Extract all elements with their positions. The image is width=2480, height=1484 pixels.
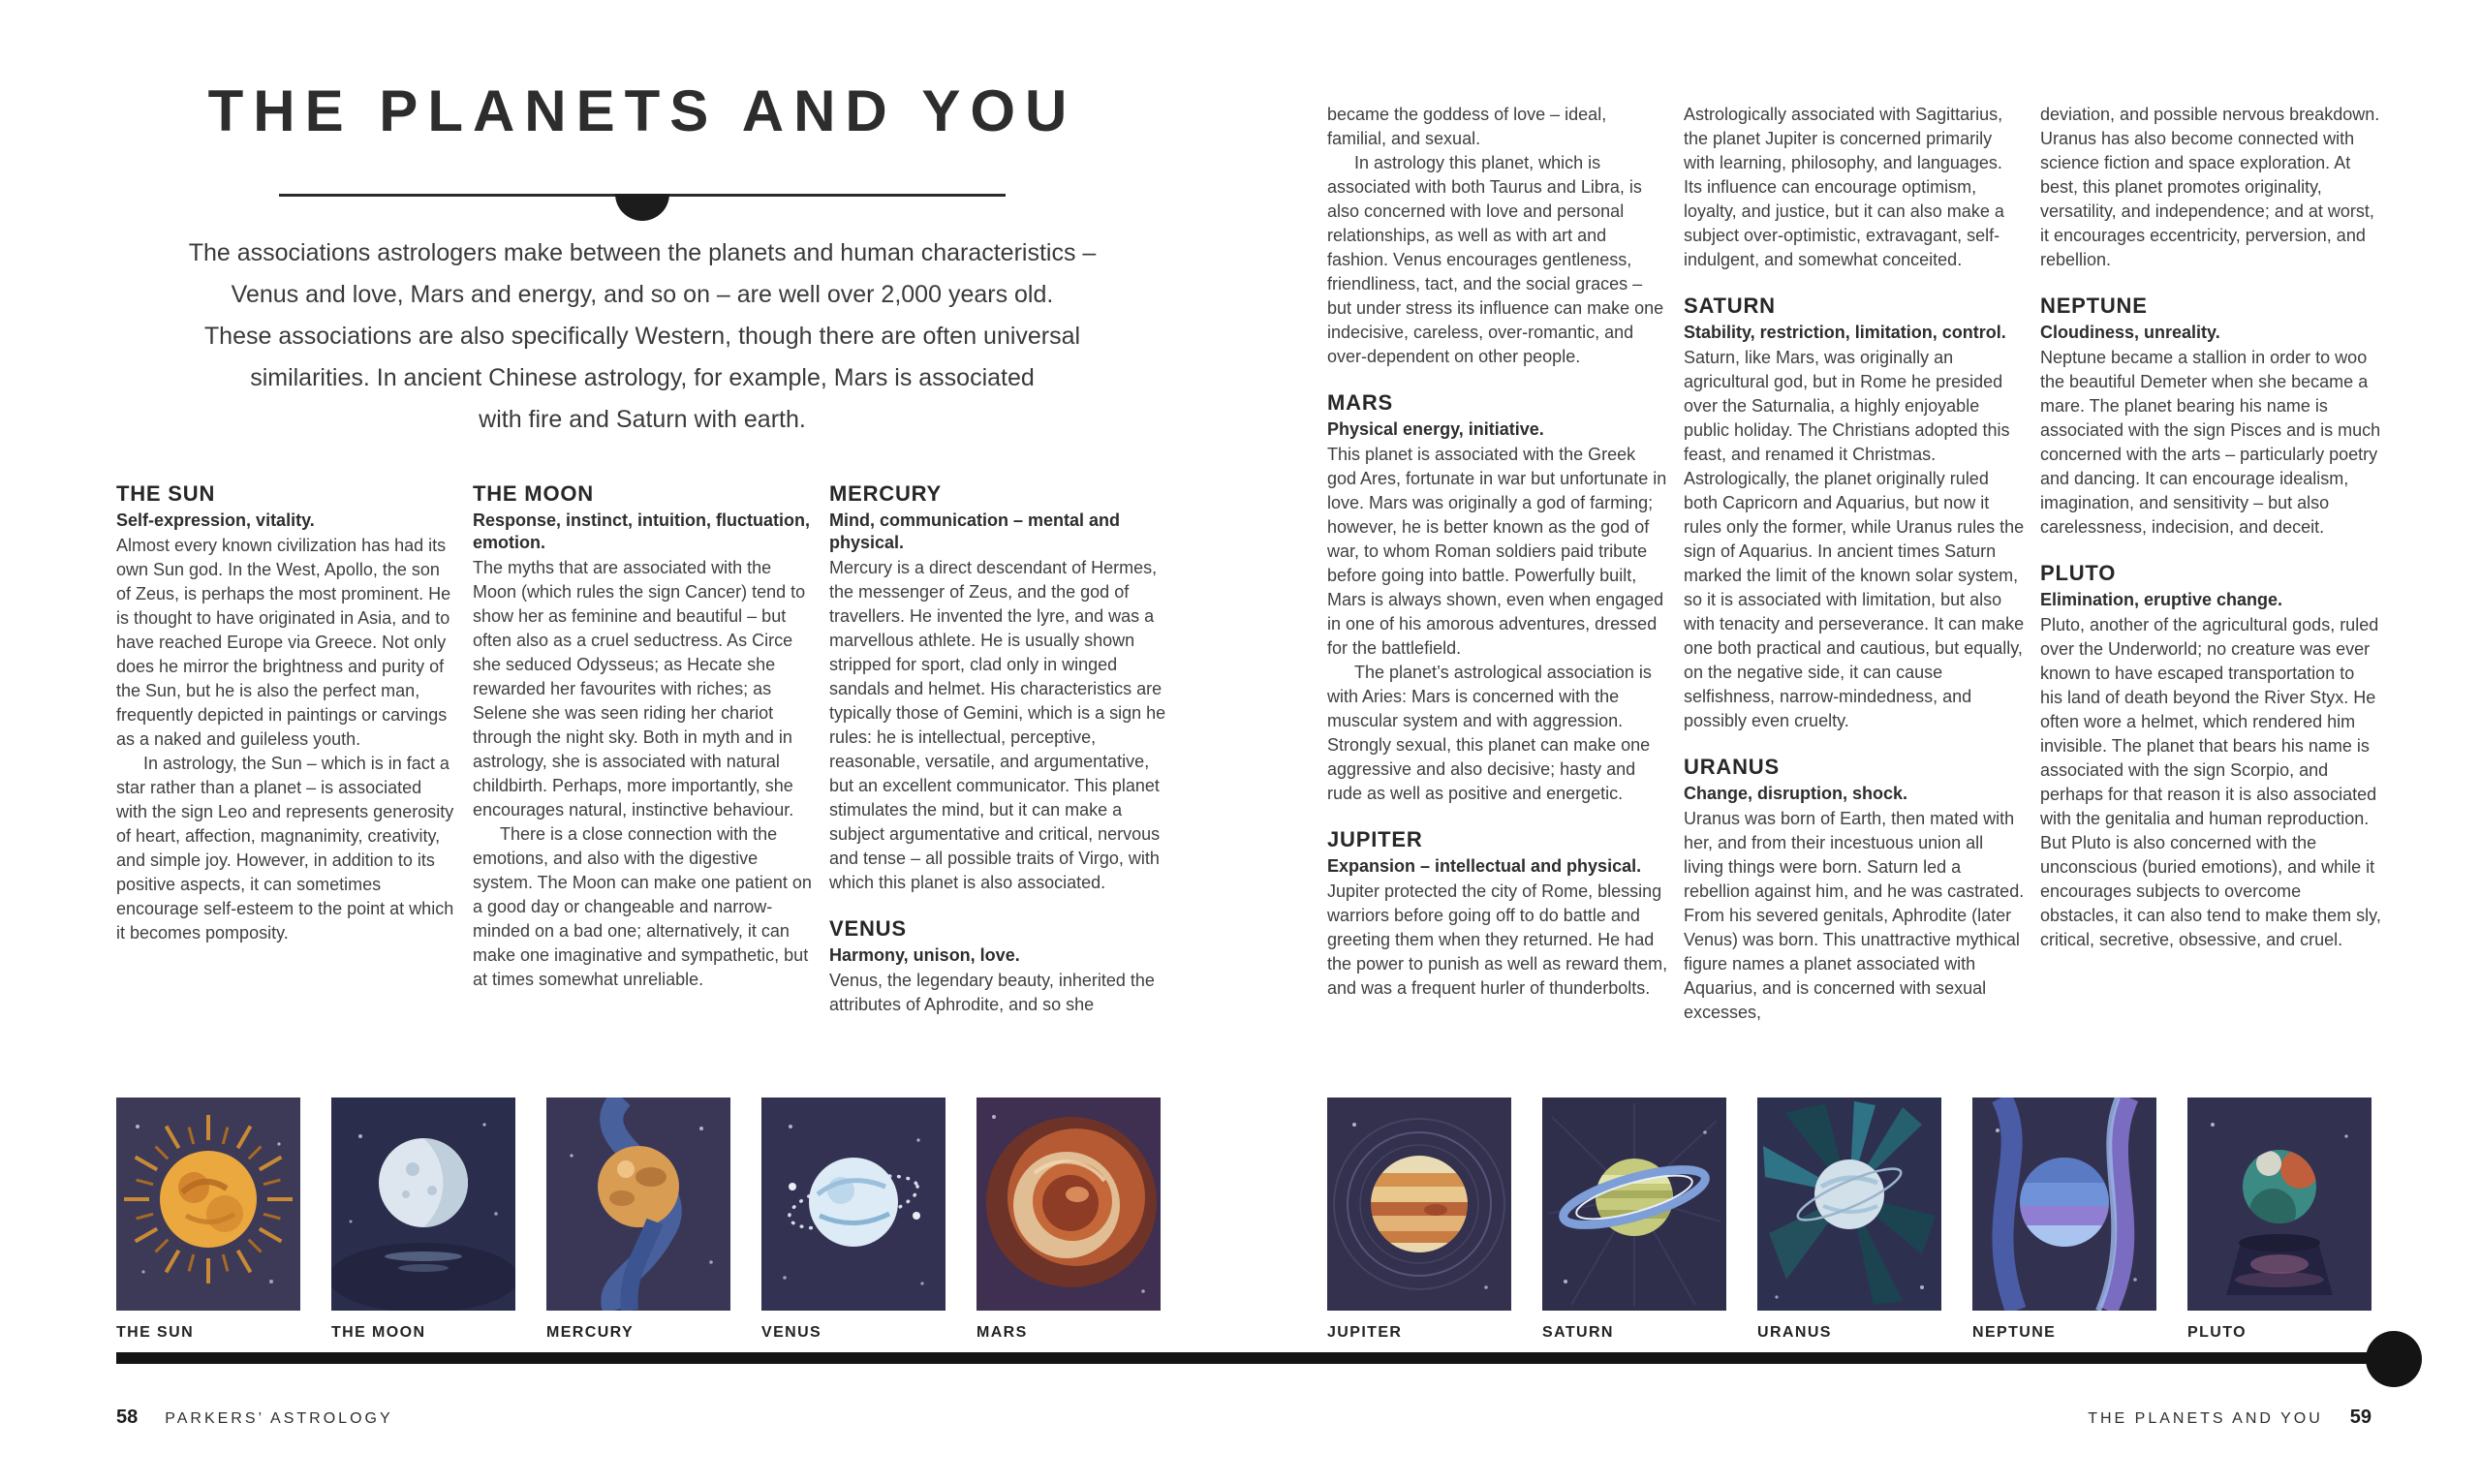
footer-chapter-title: THE PLANETS AND YOU: [2088, 1410, 2323, 1427]
body-paragraph: Astrologically associated with Sagittarius, the planet Jupiter is concerned primarily with learning, philosophy, and languages. Its influence can encourage optimism, loyalty, and justice, but it can also make a subject over-optimistic, extravagant, self-indulgent, and somewhat conceited.: [1684, 105, 2004, 269]
tile-caption: MARS: [976, 1324, 1028, 1341]
venus-illustration: [761, 1098, 946, 1311]
section-heading: THE SUN: [116, 481, 216, 506]
intro-line: similarities. In ancient Chinese astrology, for example, Mars is associated: [250, 364, 1035, 391]
tile-caption: MERCURY: [546, 1324, 635, 1341]
mars-illustration: [976, 1098, 1161, 1311]
planet-tile-mercury: [546, 1098, 730, 1342]
gallery-right-page: [1327, 1098, 2372, 1342]
footer-book-title: PARKERS’ ASTROLOGY: [165, 1410, 393, 1427]
section-subhead: Stability, restriction, limitation, control.: [1684, 323, 2006, 342]
planet-tile-pluto: [2187, 1098, 2372, 1342]
bottom-bar-knob-ornament: [2366, 1331, 2422, 1387]
body-paragraph: This planet is associated with the Greek god Ares, fortunate in war but unfortunate in love. Mars was originally a god of farming; however, he is better known as the god of war, to whom Roman soldiers paid tribute before going into battle. Powerfully built, Mars is always shown, even when engaged in one of his amorous adventures, dressed for the battlefield.: [1327, 445, 1667, 658]
section-heading: MARS: [1327, 390, 1393, 415]
body-paragraph: deviation, and possible nervous breakdown. Uranus has also become connected with science fiction and space exploration. At best, this planet promotes originality, versatility, and independence; and at worst, it encourages eccentricity, perversion, and rebellion.: [2040, 105, 2380, 269]
body-paragraph: Almost every known civilization has had its own Sun god. In the West, Apollo, the son of Zeus, is perhaps the most prominent. He is thought to have originated in Asia, and to have reached Europe via Greece. Not only does he mirror the brightness and purity of the Sun, but he is also the perfect man, frequently depicted in paintings or carvings as a naked and guileless youth.: [116, 536, 451, 749]
title-dome-ornament: [615, 194, 669, 221]
page-number-right: 59: [2349, 1407, 2372, 1428]
pluto-illustration: [2187, 1098, 2372, 1311]
section-subhead: Harmony, unison, love.: [829, 945, 1020, 965]
intro-line: Venus and love, Mars and energy, and so on – are well over 2,000 years old.: [231, 281, 1054, 308]
body-paragraph: Neptune became a stallion in order to woo the beautiful Demeter when she became a mare. The planet bearing his name is associated with the sign Pisces and is much concerned with the arts – particularly poetry and dancing. It can encourage idealism, imagination, and sensitivity – but also carelessness, indecision, and deceit.: [2040, 348, 2381, 537]
planet-tile-mars: [976, 1098, 1161, 1342]
tile-caption: NEPTUNE: [1972, 1324, 2057, 1341]
section-subhead: Elimination, eruptive change.: [2040, 590, 2283, 609]
text-column-sun: [116, 481, 457, 945]
section-heading: VENUS: [829, 916, 907, 941]
section-heading: THE MOON: [473, 481, 594, 506]
section-subhead: Expansion – intellectual and physical.: [1327, 856, 1642, 876]
planet-tile-uranus: [1757, 1098, 1941, 1342]
page-number-left: 58: [116, 1407, 139, 1428]
section-subhead: Response, instinct, intuition, fluctuation, emotion.: [473, 510, 810, 552]
gallery-left-page: [116, 1098, 1161, 1342]
tile-caption: URANUS: [1757, 1324, 1832, 1341]
section-subhead: Self-expression, vitality.: [116, 510, 315, 530]
body-paragraph: The myths that are associated with the Moon (which rules the sign Cancer) tend to show her as feminine and beautiful – but often also as a cruel seductress. As Circe she seduced Odysseus; as Hecate she rewarded her favourites with riches; as Selene she was seen riding her chariot through the night sky. Both in myth and in astrology, she is associated with natural childbirth. Perhaps, more importantly, she encourages natural, instinctive behaviour.: [473, 558, 806, 819]
planet-tile-sun: [116, 1098, 300, 1342]
sun-illustration: [116, 1098, 300, 1311]
intro-line: The associations astrologers make between the planets and human characteristics –: [188, 239, 1097, 266]
bottom-rule-bar: [116, 1352, 2395, 1364]
section-heading: JUPITER: [1327, 827, 1423, 851]
text-column-jupiter-saturn-uranus: [1684, 103, 2025, 1025]
neptune-illustration: [1972, 1098, 2156, 1311]
text-column-neptune-pluto: [2040, 103, 2381, 952]
section-subhead: Mind, communication – mental and physical.: [829, 510, 1121, 552]
text-column-moon: [473, 481, 814, 992]
title-rule: [279, 194, 1006, 197]
body-paragraph: Mercury is a direct descendant of Hermes, the messenger of Zeus, and the god of travellers. He invented the lyre, and was a marvellous athlete. He is usually shown stripped for sport, clad only in winged sandals and helmet. His characteristics are typically those of Gemini, which is a sign he rules: he is intellectual, perceptive, reasonable, versatile, and argumentative, but an excellent communicator. This planet stimulates the mind, but it can make a subject argumentative and critical, nervous and tense – all possible traits of Virgo, with which this planet is also associated.: [829, 558, 1166, 892]
body-paragraph: The planet’s astrological association is with Aries: Mars is concerned with the muscular system and with aggression. Strongly sexual, this planet can make one aggressive and also decisive; hasty and rude as well as positive and energetic.: [1327, 663, 1652, 803]
body-paragraph: Pluto, another of the agricultural gods, ruled over the Underworld; no creature was ever known to have escaped transportation to his land of death beyond the River Styx. He often wore a helmet, which rendered him invisible. The planet that bears his name is associated with the sign Scorpio, and perhaps for that reason it is also associated with the genitalia and human reproduction. But Pluto is also concerned with the unconscious (buried emotions), and while it encourages subjects to overcome obstacles, it can also tend to make them sly, critical, secretive, obsessive, and cruel.: [2040, 615, 2381, 949]
body-paragraph: became the goddess of love – ideal, familial, and sexual.: [1327, 105, 1607, 148]
section-heading: NEPTUNE: [2040, 294, 2148, 318]
section-heading: URANUS: [1684, 755, 1780, 779]
jupiter-illustration: [1327, 1098, 1511, 1311]
body-paragraph: Jupiter protected the city of Rome, blessing warriors before going off to do battle and greeting them when they returned. He had the power to punish as well as reward them, and was a frequent hurler of thunderbolts.: [1327, 881, 1668, 998]
uranus-illustration: [1757, 1098, 1941, 1311]
section-subhead: Change, disruption, shock.: [1684, 784, 1908, 803]
text-column-venus-mars-jupiter: [1327, 103, 1668, 1001]
planet-tile-jupiter: [1327, 1098, 1511, 1342]
body-paragraph: In astrology, the Sun – which is in fact a star rather than a planet – is associated with the sign Leo and represents generosity of heart, affection, magnanimity, creativity, and simple joy. However, in addition to its positive aspects, it can sometimes encourage self-esteem to the point at which it becomes pomposity.: [116, 754, 454, 943]
tile-caption: THE MOON: [331, 1324, 426, 1341]
section-subhead: Physical energy, initiative.: [1327, 419, 1544, 439]
body-paragraph: There is a close connection with the emotions, and also with the digestive system. The Moon can make one patient on a good day or changeable and narrow-minded on a bad one; alternatively, it can make one imaginative and sympathetic, but at times somewhat unreliable.: [473, 824, 812, 989]
body-paragraph: Uranus was born of Earth, then mated with her, and from their incestuous union all living things were born. Saturn led a rebellion against him, and he was castrated. From his severed genitals, Aphrodite (later Venus) was born. This unattractive mythical figure names a planet associated with Aquarius, and is concerned with sexual excesses,: [1684, 809, 2025, 1022]
section-heading: PLUTO: [2040, 561, 2117, 585]
body-paragraph: Venus, the legendary beauty, inherited the attributes of Aphrodite, and so she: [829, 971, 1155, 1014]
mercury-illustration: [546, 1098, 730, 1311]
tile-caption: THE SUN: [116, 1324, 195, 1341]
planet-tile-saturn: [1542, 1098, 1726, 1342]
tile-caption: PLUTO: [2187, 1324, 2247, 1341]
tile-caption: VENUS: [761, 1324, 822, 1341]
planet-tile-neptune: [1972, 1098, 2156, 1342]
footer-right: [2088, 1407, 2372, 1429]
tile-caption: SATURN: [1542, 1324, 1614, 1341]
footer-left: [116, 1407, 393, 1429]
intro-line: These associations are also specifically Western, though there are often universal: [203, 323, 1081, 350]
page-title: THE PLANETS AND YOU: [207, 78, 1077, 143]
intro-line: with fire and Saturn with earth.: [479, 406, 806, 433]
section-heading: MERCURY: [829, 481, 943, 506]
section-heading: SATURN: [1684, 294, 1776, 318]
section-subhead: Cloudiness, unreality.: [2040, 323, 2220, 342]
text-column-mercury-venus: [829, 481, 1170, 1017]
body-paragraph: In astrology this planet, which is associated with both Taurus and Libra, is also concerned with love and personal relationships, as well as with art and fashion. Venus encourages gentleness, friendliness, tact, and the social graces – but under stress its influence can make one indecisive, careless, over-romantic, and over-dependent on other people.: [1327, 153, 1664, 366]
tile-caption: JUPITER: [1327, 1324, 1403, 1341]
planet-tile-venus: [761, 1098, 946, 1342]
saturn-illustration: [1542, 1098, 1726, 1311]
moon-illustration: [331, 1098, 515, 1311]
intro-paragraph: [158, 232, 1127, 441]
body-paragraph: Saturn, like Mars, was originally an agricultural god, but in Rome he presided over the Saturnalia, a highly enjoyable public holiday. The Christians adopted this feast, and renamed it Christmas. Astrologically, the planet originally ruled both Capricorn and Aquarius, but now it rules only the former, while Uranus rules the sign of Aquarius. In ancient times Saturn marked the limit of the known solar system, so it is associated with limitation, but also with tenacity and perseverance. It can make one both practical and cautious, but equally, on the negative side, it can cause selfishness, narrow-mindedness, and possibly even cruelty.: [1684, 348, 2025, 730]
planet-tile-moon: [331, 1098, 515, 1342]
